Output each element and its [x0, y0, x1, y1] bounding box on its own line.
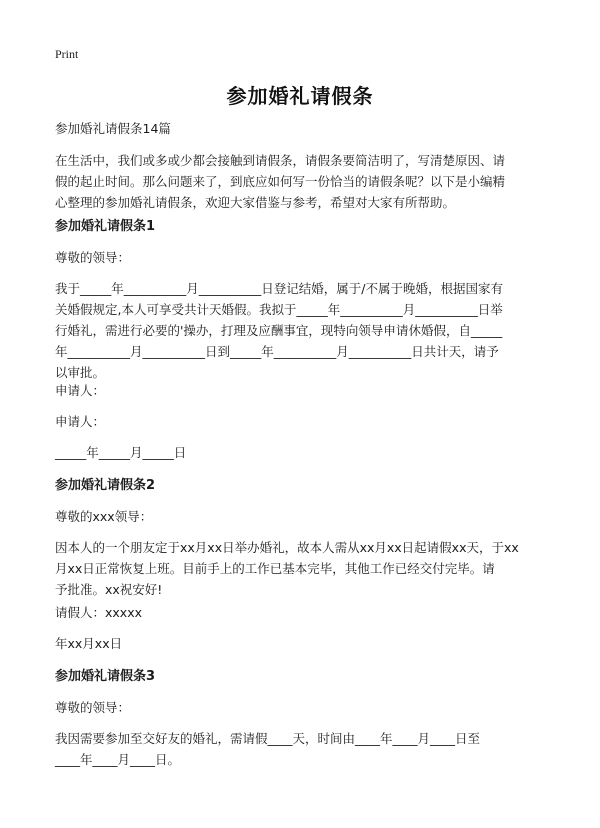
- body-line: 关婚假规定,本人可享受共计天婚假。我拟于_____年__________月__________日举: [55, 302, 503, 317]
- section1-applicant-2: 申请人：: [55, 414, 106, 429]
- section2-greeting: 尊敬的xxx领导：: [55, 509, 153, 524]
- section1-body: [55, 278, 547, 383]
- section-heading-3: 参加婚礼请假条3: [55, 669, 156, 684]
- body-line: 年__________月__________日到_____年__________月__________日共计天，请予: [55, 344, 499, 359]
- body-line: 以审批。: [55, 365, 106, 380]
- section2-body: [55, 537, 547, 600]
- section1-greeting: 尊敬的领导：: [55, 250, 131, 265]
- body-line: 我因需要参加至交好友的婚礼，需请假____天，时间由____年____月____日至: [55, 731, 481, 746]
- section-heading-2: 参加婚礼请假条2: [55, 478, 156, 493]
- body-line: 行婚礼，需进行必要的'操办，打理及应酬事宜，现特向领导申请休婚假，自_____: [55, 323, 503, 338]
- intro-line: 在生活中，我们或多或少都会接触到请假条，请假条要简洁明了，写清楚原因、请: [55, 153, 506, 168]
- section1-applicant-1: 申请人：: [55, 383, 106, 398]
- section1-date: _____年_____月_____日: [55, 445, 187, 460]
- intro-line: 心整理的参加婚礼请假条，欢迎大家借鉴与参考，希望对大家有所帮助。: [55, 195, 456, 210]
- section3-body: [55, 728, 547, 770]
- intro-line: 假的起止时间。那么问题来了，到底应如何写一份恰当的请假条呢？以下是小编精: [55, 174, 506, 189]
- section2-applicant: 请假人：xxxxx: [55, 605, 142, 620]
- body-line: ____年____月____日。: [55, 752, 181, 767]
- intro-paragraph: [55, 150, 547, 213]
- body-line: 我于_____年__________月__________日登记结婚，属于/不属于晚婚，根据国家有: [55, 281, 503, 296]
- body-line: 月xx日正常恢复上班。目前手上的工作已基本完毕，其他工作已经交付完毕。请: [55, 561, 495, 576]
- section2-date: 年xx月xx日: [55, 636, 123, 651]
- document-title: 参加婚礼请假条: [226, 84, 374, 108]
- document-subtitle: 参加婚礼请假条14篇: [55, 121, 171, 136]
- section-heading-1: 参加婚礼请假条1: [55, 219, 156, 234]
- body-line: 予批准。xx祝安好!: [55, 582, 163, 597]
- body-line: 因本人的一个朋友定于xx月xx日举办婚礼，故本人需从xx月xx日起请假xx天，于xx: [55, 540, 519, 555]
- print-link[interactable]: Print: [55, 47, 79, 61]
- section3-greeting: 尊敬的领导：: [55, 700, 131, 715]
